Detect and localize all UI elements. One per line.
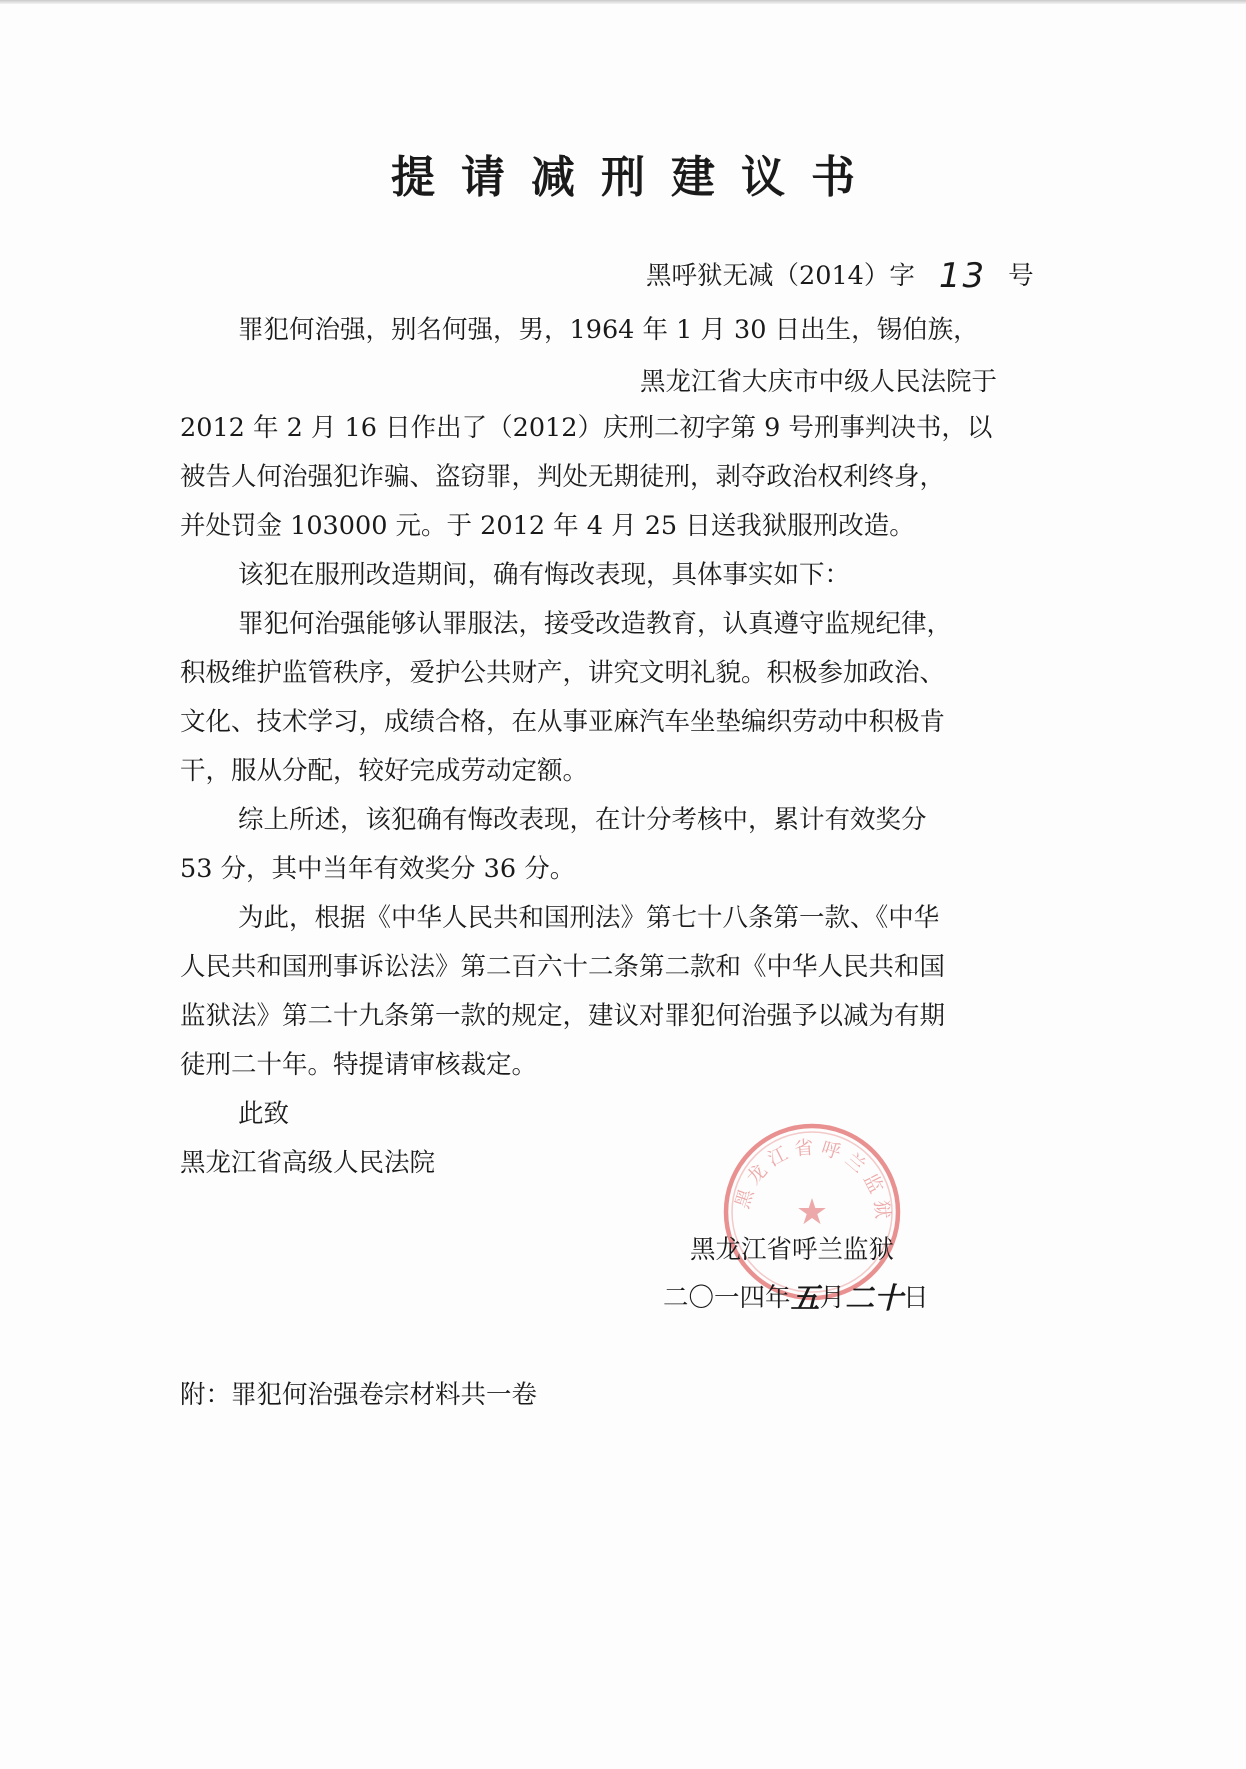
body-line: 徒刑二十年。特提请审核裁定。 bbox=[180, 1050, 538, 1080]
document-number-prefix: 黑呼狱无减（2014）字 bbox=[646, 261, 915, 291]
body-line: 罪犯何治强，别名何强，男，1964 年 1 月 30 日出生，锡伯族， bbox=[238, 315, 979, 345]
issuer-name: 黑龙江省呼兰监狱 bbox=[690, 1235, 895, 1265]
seal-text: 黑龙江省呼兰监狱 bbox=[731, 1136, 894, 1226]
body-line: 综上所述，该犯确有悔改表现，在计分考核中，累计有效奖分 bbox=[238, 805, 927, 835]
body-line: 黑龙江省大庆市中级人民法院于 bbox=[640, 367, 998, 397]
official-seal bbox=[718, 1118, 906, 1306]
date-day-handwritten: 二十 bbox=[845, 1281, 904, 1315]
date-month-unit: 月 bbox=[819, 1283, 846, 1313]
body-line: 积极维护监管秩序，爱护公共财产，讲究文明礼貌。积极参加政治、 bbox=[180, 658, 946, 688]
body-line: 干，服从分配，较好完成劳动定额。 bbox=[180, 756, 589, 786]
document-title: 提请减刑建议书 bbox=[391, 152, 881, 203]
body-line: 该犯在服刑改造期间，确有悔改表现，具体事实如下： bbox=[238, 560, 851, 590]
document-number-suffix: 号 bbox=[1008, 261, 1034, 291]
body-line: 罪犯何治强能够认罪服法，接受改造教育，认真遵守监规纪律， bbox=[238, 609, 953, 639]
seal-star-icon: ★ bbox=[795, 1192, 829, 1233]
body-line: 监狱法》第二十九条第一款的规定，建议对罪犯何治强予以减为有期 bbox=[180, 1001, 946, 1031]
document-number bbox=[646, 258, 1034, 294]
salutation: 此致 bbox=[238, 1099, 290, 1129]
body-line: 并处罚金 103000 元。于 2012 年 4 月 25 日送我狱服刑改造。 bbox=[180, 511, 915, 541]
body-line: 被告人何治强犯诈骗、盗窃罪，判处无期徒刑，剥夺政治权利终身， bbox=[180, 462, 946, 492]
date-year: 二〇一四年 bbox=[663, 1283, 791, 1313]
recipient: 黑龙江省高级人民法院 bbox=[180, 1148, 436, 1178]
attachment-note: 附：罪犯何治强卷宗材料共一卷 bbox=[180, 1380, 538, 1410]
issue-date bbox=[663, 1280, 929, 1316]
body-line: 人民共和国刑事诉讼法》第二百六十二条第二款和《中华人民共和国 bbox=[180, 952, 946, 982]
scan-edge bbox=[0, 0, 1246, 4]
document-number-handwritten: 13 bbox=[938, 256, 987, 296]
date-day-unit: 日 bbox=[903, 1283, 929, 1313]
body-line: 53 分，其中当年有效奖分 36 分。 bbox=[180, 854, 576, 884]
date-month-handwritten: 五 bbox=[790, 1281, 820, 1315]
body-line: 文化、技术学习，成绩合格，在从事亚麻汽车坐垫编织劳动中积极肯 bbox=[180, 707, 946, 737]
body-line: 为此，根据《中华人民共和国刑法》第七十八条第一款、《中华 bbox=[238, 903, 940, 933]
body-line: 2012 年 2 月 16 日作出了（2012）庆刑二初字第 9 号刑事判决书，以 bbox=[180, 413, 993, 443]
